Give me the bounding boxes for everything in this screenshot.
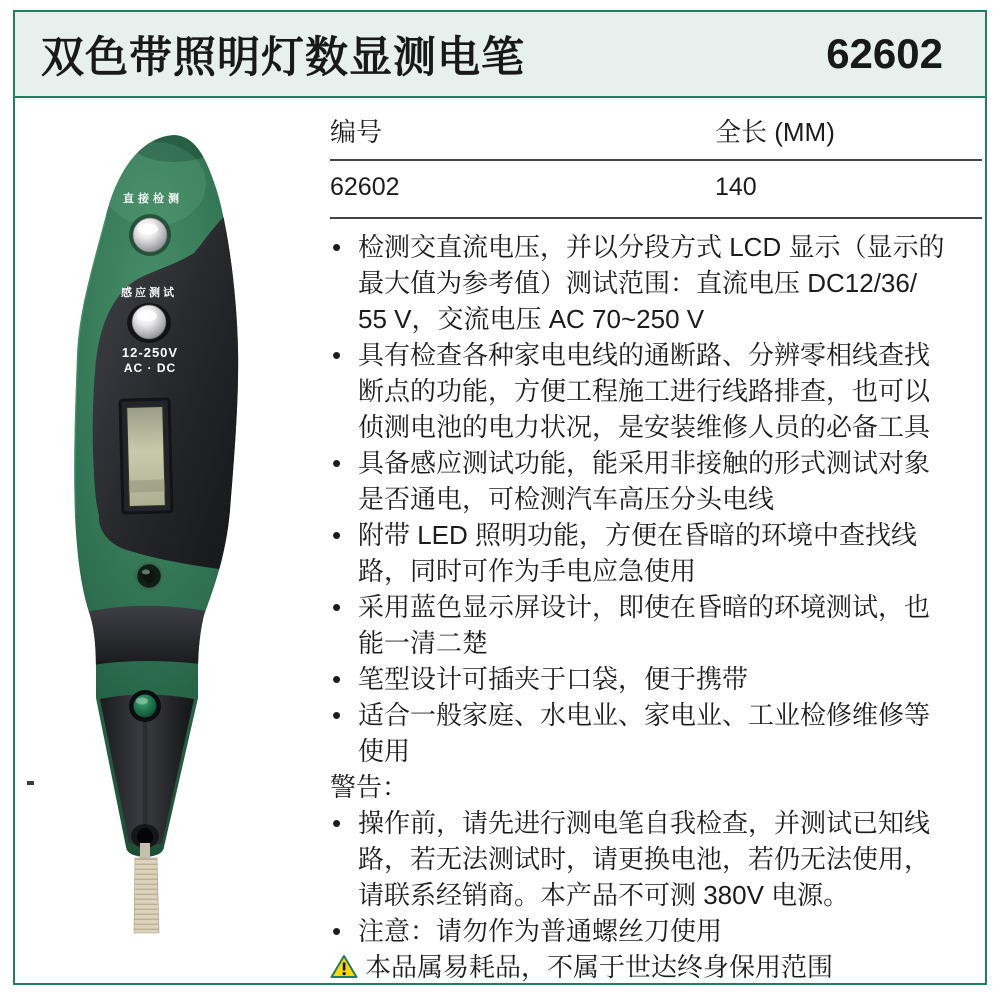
- feature-item: • 笔型设计可插夹于口袋，便于携带: [330, 661, 950, 697]
- feature-item: • 附带 LED 照明功能，方便在昏暗的环境中查找线路，同时可作为手电应急使用: [330, 517, 950, 589]
- spec-table-data-row: [330, 161, 982, 219]
- spec-and-features: [330, 108, 982, 985]
- stray-mark: [27, 781, 34, 785]
- spec-value-id: 62602: [330, 173, 400, 201]
- consumable-note: [330, 949, 982, 985]
- spec-table: [330, 108, 982, 219]
- spec-col-length: 全长 (MM): [715, 117, 835, 147]
- pen-body: [42, 110, 332, 990]
- lcd-display: [118, 397, 173, 514]
- product-image-voltage-tester: [42, 110, 332, 990]
- indicator-led: [136, 563, 162, 589]
- spec-col-id: 编号: [330, 117, 383, 147]
- pen-clip-band: [70, 606, 236, 670]
- content-box: [13, 98, 987, 985]
- induction-test-button: [127, 303, 171, 343]
- tip-push-button: [129, 690, 161, 722]
- product-code: 62602: [826, 30, 943, 77]
- pen-tip-shank: [140, 843, 150, 859]
- product-title-bar: [13, 10, 987, 98]
- pen-metal-blade: [134, 858, 159, 933]
- label-induction-test: 感应测试: [121, 287, 177, 299]
- warning-item: • 注意：请勿作为普通螺丝刀使用: [330, 913, 950, 949]
- spec-value-length: 140: [715, 173, 757, 201]
- warning-triangle-icon: [330, 954, 358, 979]
- spec-table-header-row: [330, 108, 982, 161]
- feature-item: • 具有检查各种家电电线的通断路、分辨零相线查找断点的功能，方便工程施工进行线路排查，也可以侦测电池的电力状况，是安装维修人员的必备工具: [330, 337, 950, 445]
- label-ac-dc: AC · DC: [123, 361, 177, 375]
- feature-item: • 适合一般家庭、水电业、家电业、工业检修维修等使用: [330, 697, 950, 769]
- feature-list: [330, 229, 950, 769]
- voltage-tester-pen-illustration: [42, 110, 332, 990]
- page-title: 双色带照明灯数显测电笔: [41, 33, 525, 82]
- consumable-note-text: 本品属易耗品，不属于世达终身保用范围: [365, 952, 834, 982]
- warning-heading: 警告：: [330, 772, 409, 802]
- feature-item: • 采用蓝色显示屏设计，即使在昏暗的环境测试，也能一清二楚: [330, 589, 950, 661]
- label-voltage-range: 12-250V: [121, 345, 179, 360]
- direct-test-button: [129, 214, 171, 256]
- label-direct-test: 直接检测: [123, 193, 183, 205]
- feature-item: • 检测交直流电压，并以分段方式 LCD 显示（显示的最大值为参考值）测试范围：直流电压 DC12/36/ 55 V，交流电压 AC 70~250 V: [330, 229, 950, 337]
- warning-item: • 操作前，请先进行测电笔自我检查，并测试已知线路，若无法测试时，请更换电池，若仍无法使用，请联系经销商。本产品不可测 380V 电源。: [330, 805, 950, 913]
- warning-list: [330, 805, 950, 949]
- feature-item: • 具备感应测试功能，能采用非接触的形式测试对象是否通电，可检测汽车高压分头电线: [330, 445, 950, 517]
